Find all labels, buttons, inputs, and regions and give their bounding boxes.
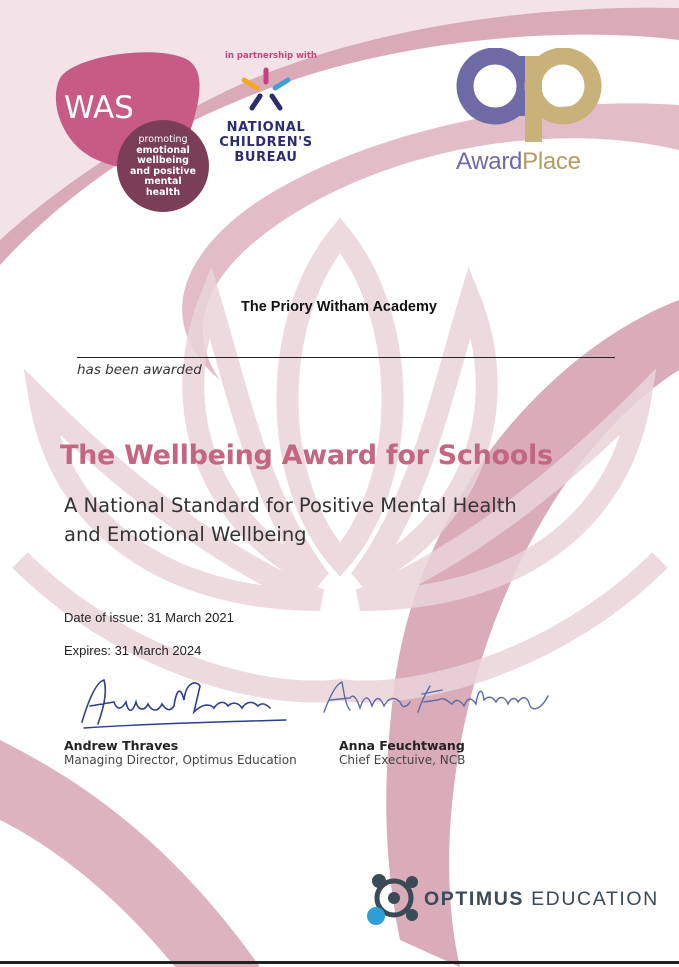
signature-anna-feuchtwang <box>320 672 555 722</box>
was-tagline-line: and positive <box>130 165 196 177</box>
ncb-name-line: NATIONAL <box>226 120 306 135</box>
was-tagline-line: health <box>145 186 181 198</box>
signatory-name: Anna Feuchtwang <box>339 738 465 753</box>
recipient-name: The Priory Witham Academy <box>241 299 437 315</box>
ncb-name-line: CHILDREN'S <box>219 135 313 150</box>
award-subtitle-line: A National Standard for Positive Mental Health <box>64 494 517 517</box>
optimus-name-regular: EDUCATION <box>531 888 659 910</box>
bottom-border <box>0 961 679 964</box>
recipient-underline <box>77 357 615 358</box>
was-tagline-line: emotional <box>136 144 190 156</box>
optimus-logo-icon <box>366 868 426 928</box>
partnership-text: in partnership with <box>225 51 317 61</box>
signatory-2 <box>339 738 465 767</box>
was-tagline-line: mental <box>144 176 182 188</box>
left-band <box>0 740 260 967</box>
was-tagline <box>120 135 206 199</box>
awardplace-name-part2: Place <box>522 148 581 175</box>
signatory-role: Managing Director, Optimus Education <box>64 753 297 767</box>
award-title: The Wellbeing Award for Schools <box>60 440 553 471</box>
award-subtitle-line: and Emotional Wellbeing <box>64 523 307 546</box>
awardplace-name <box>456 148 581 176</box>
ncb-name <box>210 120 322 165</box>
was-tagline-line: promoting <box>138 134 188 145</box>
award-subtitle <box>64 491 517 549</box>
ncb-star-icon <box>240 66 292 112</box>
awardplace-name-part1: Award <box>456 148 523 175</box>
optimus-name <box>424 888 659 911</box>
was-abbrev: WAS <box>64 90 134 126</box>
ncb-name-line: BUREAU <box>234 150 298 165</box>
date-of-issue: Date of issue: 31 March 2021 <box>64 610 234 625</box>
optimus-name-bold: OPTIMUS <box>424 888 525 910</box>
was-tagline-line: wellbeing <box>137 155 189 167</box>
awarded-text: has been awarded <box>77 362 202 378</box>
signature-andrew-thraves <box>74 672 294 734</box>
signatory-role: Chief Exectuive, NCB <box>339 753 466 767</box>
signatory-1 <box>64 738 297 767</box>
awardplace-ap-icon <box>455 48 605 142</box>
signatory-name: Andrew Thraves <box>64 738 179 753</box>
expiry-date: Expires: 31 March 2024 <box>64 643 202 658</box>
